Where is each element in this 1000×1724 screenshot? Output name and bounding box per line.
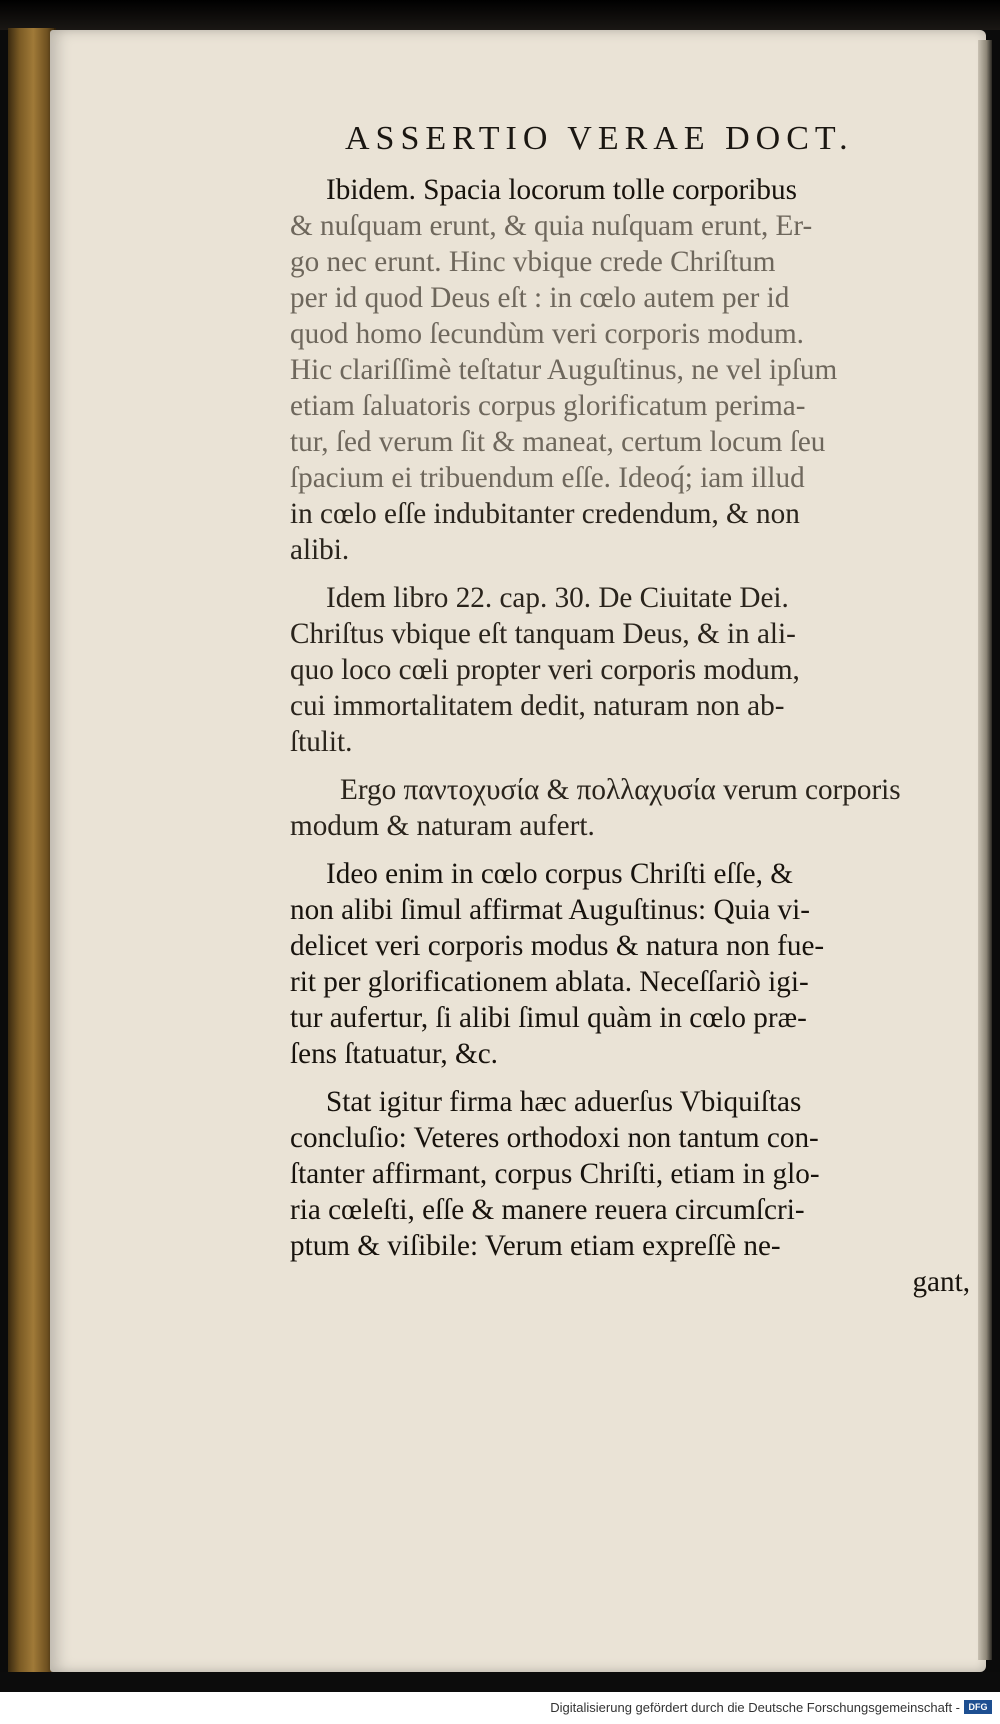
text-line: Idem libro 22. cap. 30. De Ciuitate Dei.: [326, 582, 789, 614]
catchword: gant,: [912, 1266, 970, 1298]
scan-bottom-margin: [0, 1672, 1000, 1692]
book-top-edge: [0, 0, 1000, 30]
text-line: Ideo enim in cœlo corpus Chriſti eſſe, &: [326, 858, 793, 890]
text-line: ſens ſtatuatur, &c.: [290, 1038, 498, 1070]
digitization-footer: [0, 1692, 1000, 1724]
text-line: Ergo παντοχυσία & πολλαχυσία verum corporis: [340, 774, 901, 806]
footer-credit: Digitalisierung gefördert durch die Deutsche Forschungsgemeinschaft -: [550, 1700, 960, 1715]
page-edge: [978, 40, 992, 1660]
text-line: Hic clariſſimè teſtatur Auguſtinus, ne vel ipſum: [290, 354, 838, 386]
text-line: ſpacium ei tribuendum eſſe. Ideoq́; iam illud: [290, 462, 805, 494]
text-line: rit per glorificationem ablata. Neceſſariò igi-: [290, 966, 809, 998]
text-line: ptum & viſibile: Verum etiam expreſſè ne-: [290, 1230, 781, 1262]
text-line: ſtanter affirmant, corpus Chriſti, etiam in glo-: [290, 1158, 820, 1190]
text-line: Ibidem. Spacia locorum tolle corporibus: [326, 174, 797, 206]
running-head: ASSERTIO VERAE DOCT.: [345, 120, 854, 157]
text-line: per id quod Deus eſt : in cœlo autem per id: [290, 282, 790, 314]
text-line: Stat igitur firma hæc aduerſus Vbiquiſtas: [326, 1086, 802, 1118]
text-line: tur, ſed verum ſit & maneat, certum locum ſeu: [290, 426, 826, 458]
text-line: alibi.: [290, 534, 350, 566]
text-line: go nec erunt. Hinc vbique crede Chriſtum: [290, 246, 776, 278]
text-line: delicet veri corporis modus & natura non fue-: [290, 930, 825, 962]
dfg-logo-icon: DFG: [964, 1700, 992, 1714]
text-line: concluſio: Veteres orthodoxi non tantum con-: [290, 1122, 819, 1154]
text-line: non alibi ſimul affirmat Auguſtinus: Quia vi-: [290, 894, 810, 926]
text-line: in cœlo eſſe indubitanter credendum, & non: [290, 498, 800, 530]
text-line: ſtulit.: [290, 726, 353, 758]
text-line: quo loco cœli propter veri corporis modum,: [290, 654, 800, 686]
text-line: & nuſquam erunt, & quia nuſquam erunt, Er-: [290, 210, 813, 242]
text-line: Chriſtus vbique eſt tanquam Deus, & in ali-: [290, 618, 796, 650]
text-line: etiam ſaluatoris corpus glorificatum perima-: [290, 390, 806, 422]
body-text: [290, 172, 970, 1300]
text-line: cui immortalitatem dedit, naturam non ab-: [290, 690, 785, 722]
book-spine: [8, 28, 56, 1674]
text-line: quod homo ſecundùm veri corporis modum.: [290, 318, 804, 350]
text-line: modum & naturam aufert.: [290, 810, 595, 842]
text-line: ria cœleſti, eſſe & manere reuera circumſcri-: [290, 1194, 805, 1226]
text-line: tur aufertur, ſi alibi ſimul quàm in cœlo præ-: [290, 1002, 807, 1034]
